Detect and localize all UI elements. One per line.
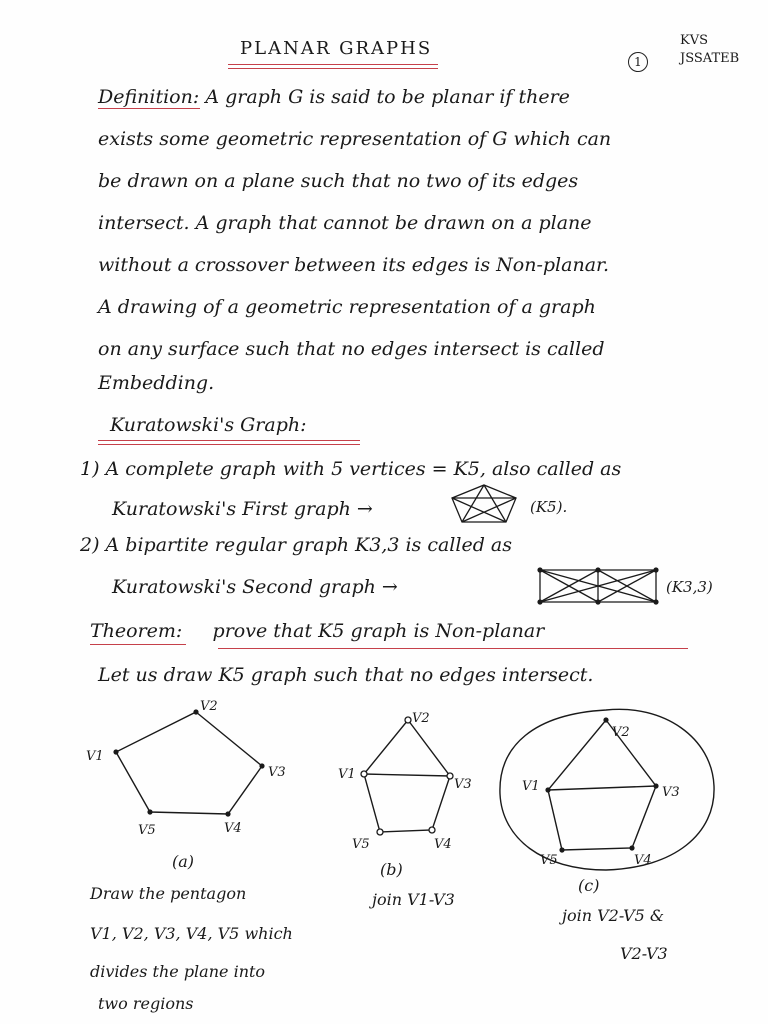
theorem-line bbox=[90, 620, 544, 642]
fig-a-v5: V5 bbox=[138, 823, 156, 836]
definition-line-4: intersect. A graph that cannot be drawn on a plane bbox=[98, 212, 592, 234]
kuratowski-underline bbox=[98, 440, 360, 441]
definition-line-7: on any surface such that no edges intersect is called bbox=[98, 338, 605, 360]
k33-mini-graph bbox=[532, 562, 664, 610]
definition-line-5: without a crossover between its edges is Non-planar. bbox=[98, 254, 610, 276]
kuratowski-item-2: 2) A bipartite regular graph K3,3 is called as bbox=[80, 534, 512, 556]
fig-c-v4: V4 bbox=[634, 853, 652, 868]
figure-a-note-4: two regions bbox=[98, 994, 194, 1013]
author-line-2: JSSATEB bbox=[680, 51, 740, 66]
theorem-label: Theorem: bbox=[90, 620, 183, 642]
figure-a-note-1: Draw the pentagon bbox=[90, 884, 247, 903]
theorem-label-underline bbox=[90, 644, 186, 645]
theorem-statement-underline bbox=[218, 648, 688, 649]
fig-c-v2: V2 bbox=[612, 725, 630, 740]
fig-b-v3: V3 bbox=[454, 777, 472, 792]
kuratowski-item-1-cont: Kuratowski's First graph → bbox=[112, 498, 373, 520]
page-number-badge: 1 bbox=[628, 52, 648, 72]
fig-c-v3: V3 bbox=[662, 785, 680, 800]
fig-b-v5: V5 bbox=[352, 837, 370, 852]
author-line-1: KVS bbox=[680, 33, 709, 48]
k5-mini-graph bbox=[448, 482, 520, 526]
figure-a-caption: (a) bbox=[172, 852, 195, 871]
definition-underline bbox=[98, 108, 200, 109]
fig-a-v2: V2 bbox=[200, 699, 218, 714]
theorem-statement: prove that K5 graph is Non-planar bbox=[212, 620, 545, 642]
definition-label: Definition: bbox=[98, 86, 200, 108]
theorem-intro: Let us draw K5 graph such that no edges intersect. bbox=[98, 664, 594, 686]
page-title: PLANAR GRAPHS bbox=[240, 38, 433, 59]
fig-b-v4: V4 bbox=[434, 837, 452, 852]
definition-text-1: A graph G is said to be planar if there bbox=[205, 86, 570, 108]
figure-b-graph bbox=[336, 704, 476, 854]
figure-c-caption: (c) bbox=[578, 876, 600, 895]
figure-c-graph bbox=[494, 698, 722, 874]
title-underline bbox=[228, 64, 438, 65]
figure-b-note-1: join V1-V3 bbox=[372, 890, 455, 909]
figure-a-pentagon bbox=[82, 696, 296, 836]
author-tag bbox=[680, 32, 739, 68]
fig-c-v1: V1 bbox=[522, 779, 540, 794]
k5-mini-label: (K5). bbox=[530, 498, 568, 516]
kuratowski-item-2-cont: Kuratowski's Second graph → bbox=[112, 576, 398, 598]
fig-c-v5: V5 bbox=[540, 853, 558, 868]
kuratowski-underline-2 bbox=[98, 444, 360, 445]
definition-line-6: A drawing of a geometric representation of a graph bbox=[98, 296, 596, 318]
figure-a-note-2: V1, V2, V3, V4, V5 which bbox=[90, 924, 293, 943]
fig-a-v3: V3 bbox=[268, 765, 286, 780]
figure-c-note-1: join V2-V5 & bbox=[562, 906, 665, 925]
figure-a-note-3: divides the plane into bbox=[90, 962, 266, 981]
definition-line-3: be drawn on a plane such that no two of its edges bbox=[98, 170, 579, 192]
definition-line-2: exists some geometric representation of G which can bbox=[98, 128, 612, 150]
figure-c-note-2: V2-V3 bbox=[620, 944, 668, 963]
fig-b-v1: V1 bbox=[338, 767, 356, 782]
k33-mini-label: (K3,3) bbox=[666, 578, 713, 596]
kuratowski-item-1: 1) A complete graph with 5 vertices = K5, also called as bbox=[80, 458, 622, 480]
kuratowski-heading: Kuratowski's Graph: bbox=[110, 414, 307, 436]
fig-b-v2: V2 bbox=[412, 711, 430, 726]
definition-line-8: Embedding. bbox=[98, 372, 215, 394]
figure-b-caption: (b) bbox=[380, 860, 403, 879]
fig-a-v4: V4 bbox=[224, 821, 242, 836]
definition-line-1 bbox=[98, 86, 570, 108]
title-underline-2 bbox=[228, 68, 438, 69]
fig-a-v1: V1 bbox=[86, 749, 104, 764]
